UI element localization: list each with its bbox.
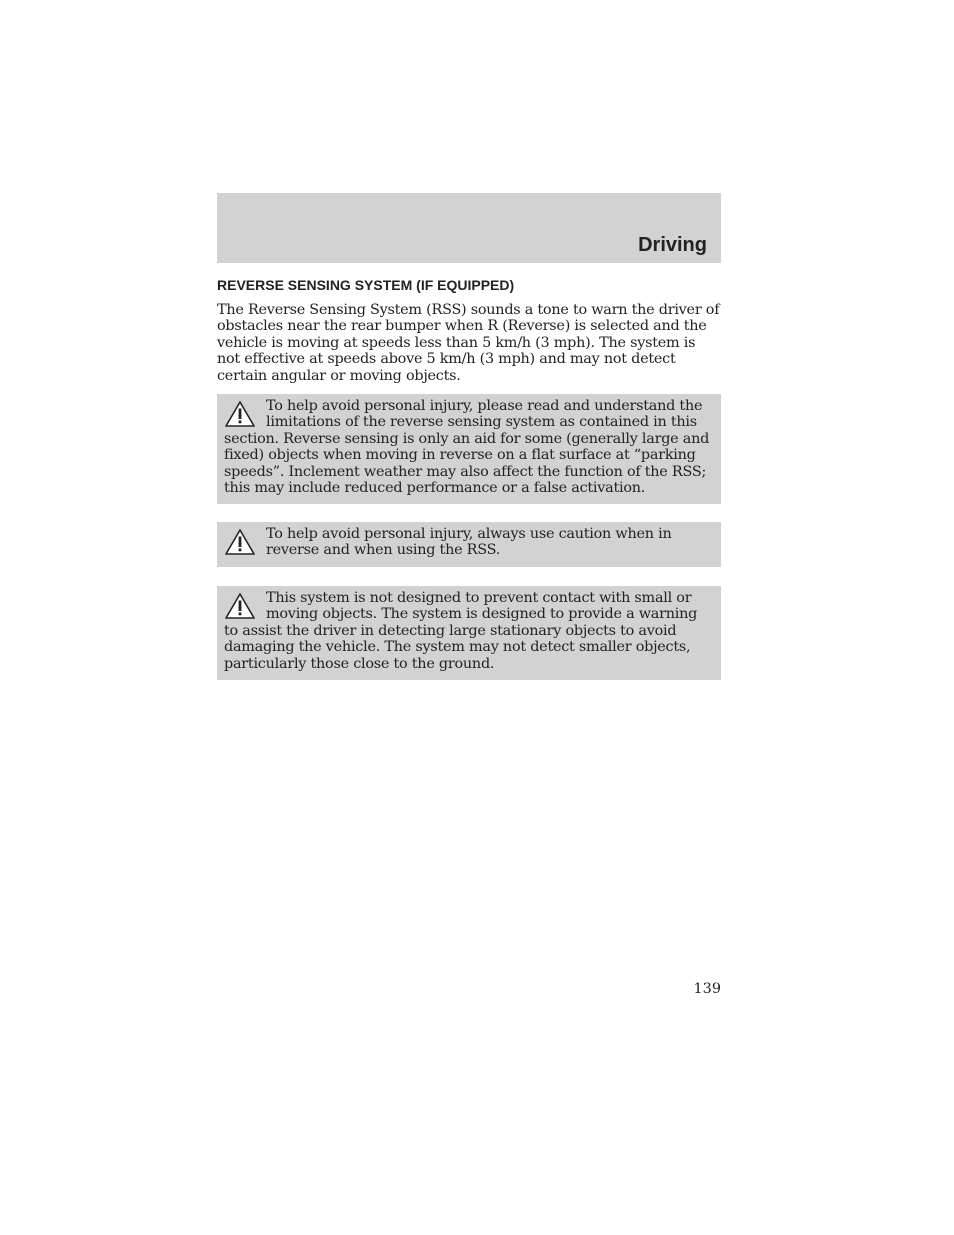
section-heading: REVERSE SENSING SYSTEM (IF EQUIPPED) (217, 277, 515, 293)
page-number: 139 (693, 981, 721, 997)
warning-text: This system is not designed to prevent contact with small or moving objects. The system is designed to provide a warning to assist the driver in detecting large stationary objects to avoid damaging the vehicle. The system may not detect smaller objects, particularly those close to the ground. (224, 590, 698, 672)
warning-box-3 (217, 586, 721, 680)
warning-box-1 (217, 394, 721, 504)
intro-paragraph: The Reverse Sensing System (RSS) sounds a tone to warn the driver of obstacles near the rear bumper when R (Reverse) is selected and the vehicle is moving at speeds less than 5 km/h (3 mph). The system is not effective at speeds above 5 km/h (3 mph) and may not detect certain angular or moving objects. (217, 302, 720, 384)
warning-triangle-icon (224, 528, 256, 556)
chapter-title: Driving (638, 234, 707, 256)
warning-text: To help avoid personal injury, always use caution when in reverse and when using the RSS. (266, 526, 672, 559)
warning-box-2 (217, 522, 721, 567)
warning-triangle-icon (224, 400, 256, 428)
chapter-header-bar (217, 193, 721, 263)
warning-triangle-icon (224, 592, 256, 620)
warning-text: To help avoid personal injury, please read and understand the limitations of the reverse sensing system as contained in this section. Reverse sensing is only an aid for some (generally large and fixed) objects when moving in reverse on a flat surface at “parking speeds”. Inclement weather may also affect the function of the RSS; this may include reduced performance or a false activation. (224, 398, 710, 497)
